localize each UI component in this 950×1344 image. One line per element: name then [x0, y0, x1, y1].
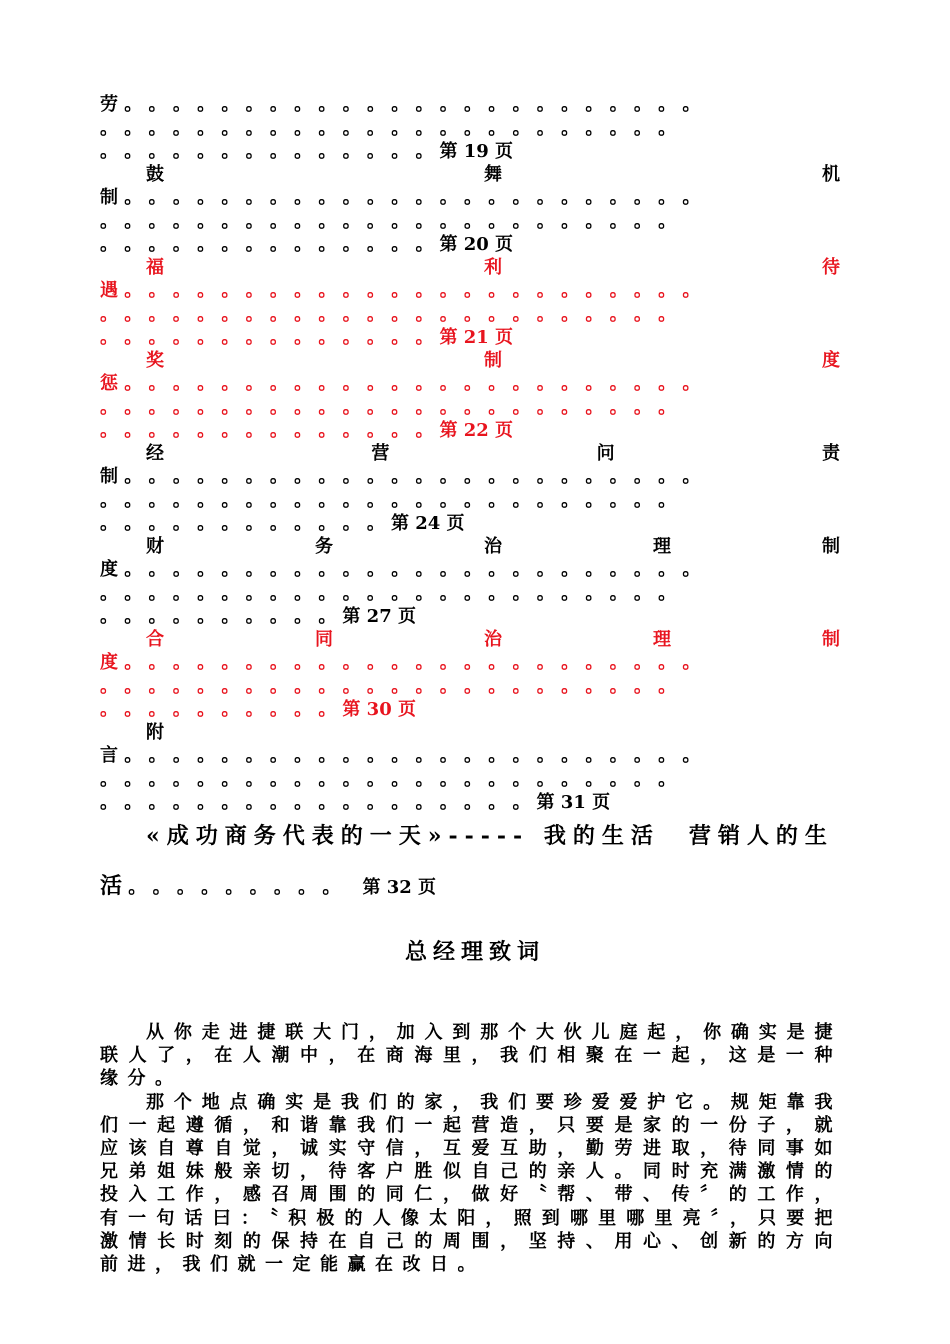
toc-page-line[interactable]: 。 。 。 。 。 。 。 。 。 。 。 。 。 。 第 22 页 — [100, 420, 514, 441]
toc-title-line[interactable]: 鼓 舞 机 — [146, 164, 840, 185]
toc-title-line[interactable]: «成功商务代表的一天»----- 我的生活 营销人的生 — [146, 823, 834, 849]
toc-dots-line: 。 。 。 。 。 。 。 。 。 。 。 。 。 。 。 。 。 。 。 。 。 。 。 。 — [100, 211, 677, 232]
toc-title-line[interactable]: 经 营 问 责 — [146, 443, 840, 464]
toc-page-number: 第 20 页 — [439, 234, 514, 255]
toc-lead-line: 惩 。 。 。 。 。 。 。 。 。 。 。 。 。 。 。 。 。 。 。 。 。 。 。 。 — [100, 373, 701, 394]
toc-page-number: 第 22 页 — [439, 420, 514, 441]
toc-page-number: 第 30 页 — [342, 699, 416, 720]
section-title: 总经理致词 — [404, 939, 545, 965]
toc-page-line[interactable]: 。 。 。 。 。 。 。 。 。 。 。 。 。 。 。 。 。 。 第 31 页 — [100, 792, 611, 813]
toc-title-line[interactable]: 财 务 治 理 制 — [146, 536, 840, 557]
toc-page-line[interactable]: 。 。 。 。 。 。 。 。 。 。 。 。 。 。 第 19 页 — [100, 141, 514, 162]
toc-page-line[interactable]: 。 。 。 。 。 。 。 。 。 。 。 。 第 24 页 — [100, 513, 465, 534]
toc-dots-line: 。 。 。 。 。 。 。 。 。 。 。 。 。 。 。 。 。 。 。 。 。 。 。 。 — [100, 769, 677, 790]
toc-page-number: 第 27 页 — [342, 606, 416, 627]
toc-title-line[interactable]: 合 同 治 理 制 — [146, 629, 840, 650]
toc-lead-line: 度 。 。 。 。 。 。 。 。 。 。 。 。 。 。 。 。 。 。 。 。 。 。 。 。 — [100, 559, 701, 580]
toc-lead-line: 制 。 。 。 。 。 。 。 。 。 。 。 。 。 。 。 。 。 。 。 。 。 。 。 。 — [100, 187, 701, 208]
toc-page-line[interactable]: 。 。 。 。 。 。 。 。 。 。 第 27 页 — [100, 606, 416, 627]
toc-page-number: 第 31 页 — [536, 792, 611, 813]
toc-page-number: 第 21 页 — [439, 327, 514, 348]
toc-lead-line: 制 。 。 。 。 。 。 。 。 。 。 。 。 。 。 。 。 。 。 。 。 。 。 。 。 — [100, 466, 701, 487]
toc-title-line[interactable]: 附 — [146, 722, 164, 743]
toc-title-line[interactable]: 福 利 待 — [146, 257, 840, 278]
toc-lead-line: 言 。 。 。 。 。 。 。 。 。 。 。 。 。 。 。 。 。 。 。 。 。 。 。 。 — [100, 745, 701, 766]
paragraph: 那个地点确实是我们的家，我们要珍爱爱护它。规矩靠我们一起遵循，和谐靠我们一起营造，只要是家的一份子，就应该自尊自觉，诚实守信，互爱互助，勤劳进取，待同事如兄弟姐妹般亲切，待客户胜似自己的亲人。同时充满激情的投入工作，感召周围的同仁，做好〝帮、带、传〞的工作，有一句话曰：〝积极的人像太阳，照到哪里哪里亮〞，只要把激情长时刻的保持在自己的周围，坚持、用心、创新的方向前进，我们就一定能赢在改日。 — [100, 1091, 842, 1276]
toc-dots-line: 。 。 。 。 。 。 。 。 。 。 。 。 。 。 。 。 。 。 。 。 。 。 。 。 — [100, 304, 677, 325]
toc-page-line[interactable]: 。 。 。 。 。 。 。 。 。 。 第 30 页 — [100, 699, 416, 720]
toc-page-line[interactable]: 。 。 。 。 。 。 。 。 。 。 。 。 。 。 第 20 页 — [100, 234, 514, 255]
toc-dots-line: 。 。 。 。 。 。 。 。 。 。 。 。 。 。 。 。 。 。 。 。 。 。 。 。 — [100, 490, 677, 511]
toc-dots-line: 。 。 。 。 。 。 。 。 。 。 。 。 。 。 。 。 。 。 。 。 。 。 。 。 — [100, 583, 677, 604]
toc-page-number: 第 19 页 — [439, 141, 514, 162]
toc-dots-line: 。 。 。 。 。 。 。 。 。 。 。 。 。 。 。 。 。 。 。 。 。 。 。 。 — [100, 118, 677, 139]
toc-page-number: 第 24 页 — [390, 513, 465, 534]
toc-lead-line: 度 。 。 。 。 。 。 。 。 。 。 。 。 。 。 。 。 。 。 。 。 。 。 。 。 — [100, 652, 701, 673]
toc-page-line[interactable]: 活 。 。 。 。 。 。 。 。 。 第 32 页 — [100, 873, 437, 899]
toc-lead-line: 劳 。 。 。 。 。 。 。 。 。 。 。 。 。 。 。 。 。 。 。 。 。 。 。 。 — [100, 94, 701, 115]
toc-lead-line: 遇 。 。 。 。 。 。 。 。 。 。 。 。 。 。 。 。 。 。 。 。 。 。 。 。 — [100, 280, 701, 301]
toc-title-line[interactable]: 奖 制 度 — [146, 350, 840, 371]
paragraph: 从你走进捷联大门，加入到那个大伙儿庭起，你确实是捷联人了，在人潮中，在商海里，我们相聚在一起，这是一种缘分。 — [100, 1022, 842, 1090]
body-text — [100, 1021, 842, 1276]
toc-dots-line: 。 。 。 。 。 。 。 。 。 。 。 。 。 。 。 。 。 。 。 。 。 。 。 。 — [100, 397, 677, 418]
toc-page-number: 第 32 页 — [362, 877, 437, 898]
toc-dots-line: 。 。 。 。 。 。 。 。 。 。 。 。 。 。 。 。 。 。 。 。 。 。 。 。 — [100, 676, 677, 697]
toc-page-line[interactable]: 。 。 。 。 。 。 。 。 。 。 。 。 。 。 第 21 页 — [100, 327, 514, 348]
